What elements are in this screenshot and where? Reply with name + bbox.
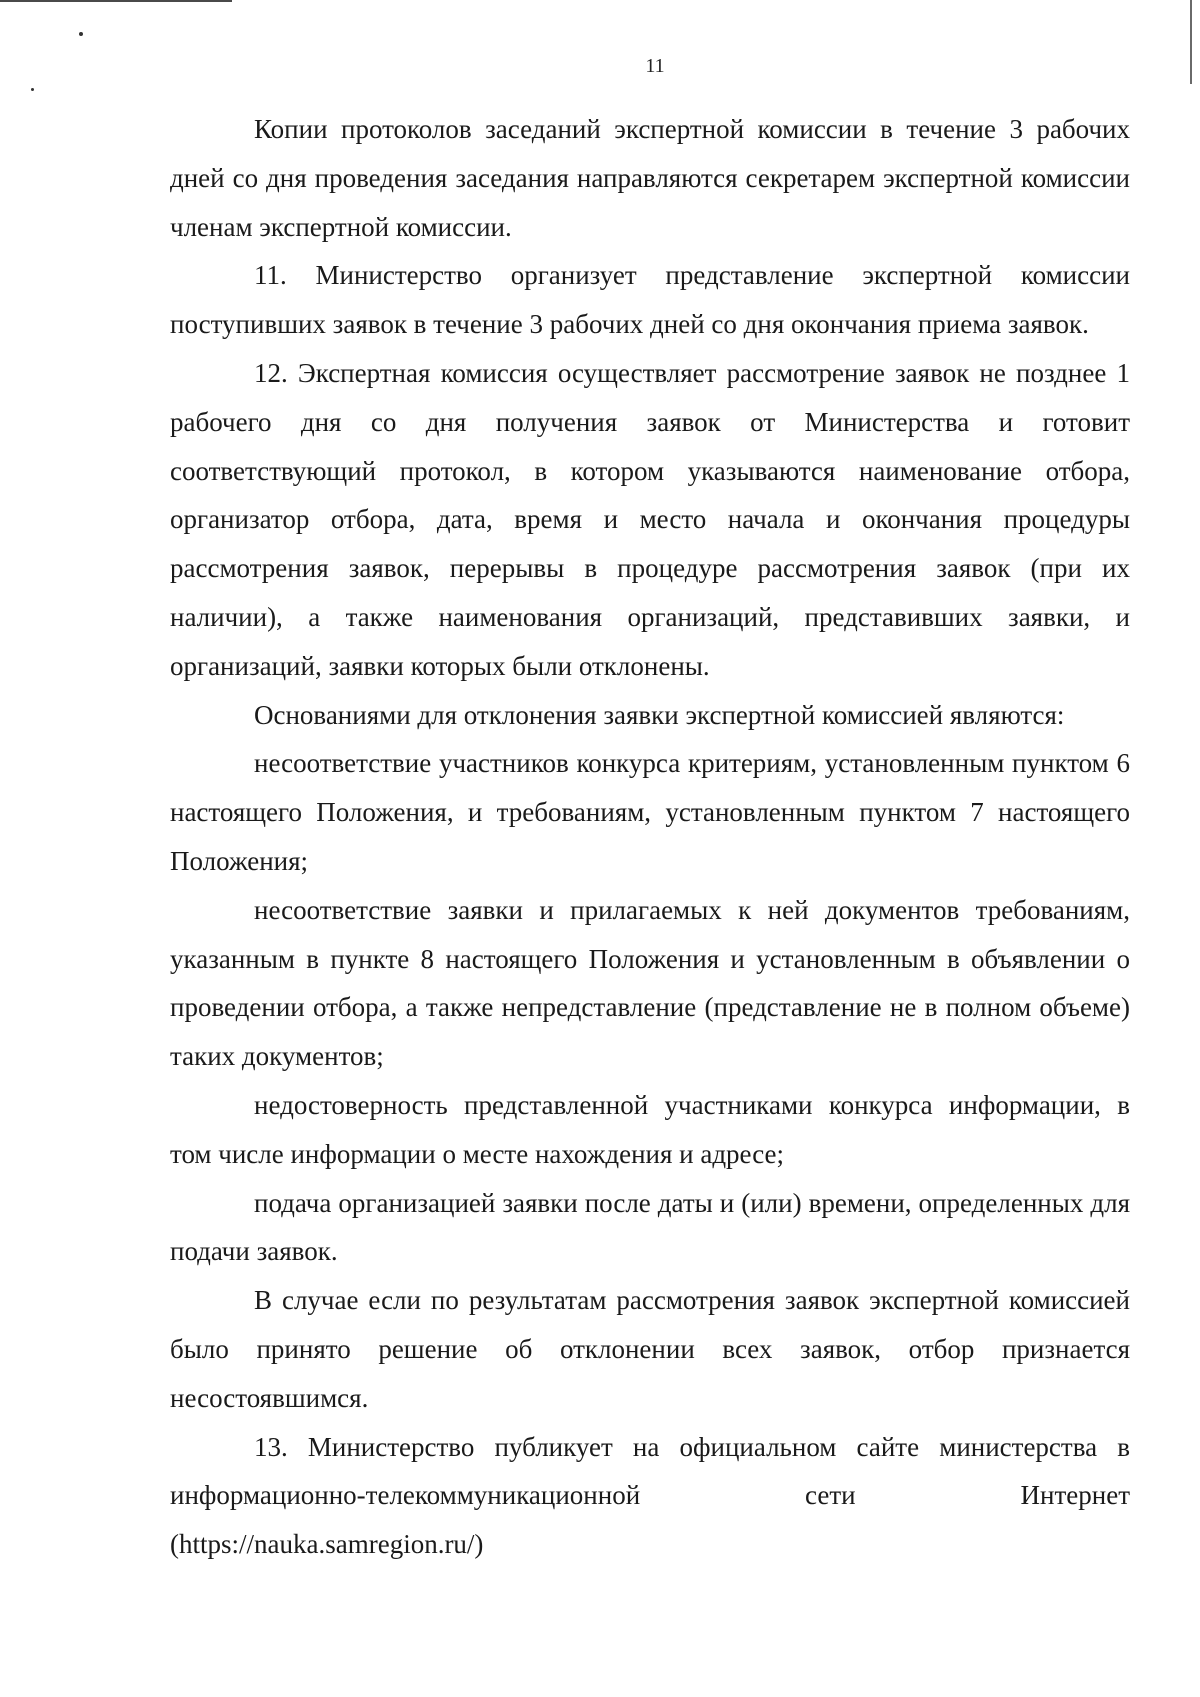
paragraph: несоответствие заявки и прилагаемых к ней документов требованиям, указанным в пункте 8 настоящего Положения и установленным в объявлении о проведении отбора, а также непредставление (представление не в полном объеме) таких документов;	[170, 894, 1130, 1072]
paragraph: 13. Министерство публикует на официальном сайте министерства в информационно-телекоммуникационной сети Интернет (https://nauka.samregion.ru/)	[170, 1431, 1130, 1560]
paragraph: недостоверность представленной участниками конкурса информации, в том числе информации о месте нахождения и адресе;	[170, 1089, 1130, 1169]
paragraph: Основаниями для отклонения заявки экспертной комиссией являются:	[254, 699, 1065, 730]
page-number: 11	[645, 55, 665, 77]
scan-speck	[31, 88, 34, 91]
paragraph: несоответствие участников конкурса критериям, установленным пунктом 6 настоящего Положения, и требованиям, установленным пунктом 7 настоящего Положения;	[170, 748, 1130, 876]
paragraph: В случае если по результатам рассмотрения заявок экспертной комиссией было принято решение об отклонении всех заявок, отбор признается несостоявшимся.	[170, 1285, 1130, 1413]
paragraph: 11. Министерство организует представление экспертной комиссии поступивших заявок в течение 3 рабочих дней со дня окончания приема заявок.	[170, 260, 1130, 340]
scan-edge-top	[0, 0, 232, 2]
paragraph: подача организацией заявки после даты и (или) времени, определенных для подачи заявок.	[170, 1187, 1130, 1267]
document-body	[170, 105, 1130, 1569]
paragraph: Копии протоколов заседаний экспертной комиссии в течение 3 рабочих дней со дня проведения заседания направляются секретарем экспертной комиссии членам экспертной комиссии.	[170, 114, 1130, 242]
paragraph: 12. Экспертная комиссия осуществляет рассмотрение заявок не позднее 1 рабочего дня со дня получения заявок от Министерства и готовит соответствующий протокол, в котором указываются наименование отбора, организатор отбора, дата, время и место начала и окончания процедуры рассмотрения заявок, перерывы в процедуре рассмотрения заявок (при их наличии), а также наименования организаций, представивших заявки, и организаций, заявки которых были отклонены.	[170, 357, 1130, 681]
scan-speck	[79, 32, 83, 36]
